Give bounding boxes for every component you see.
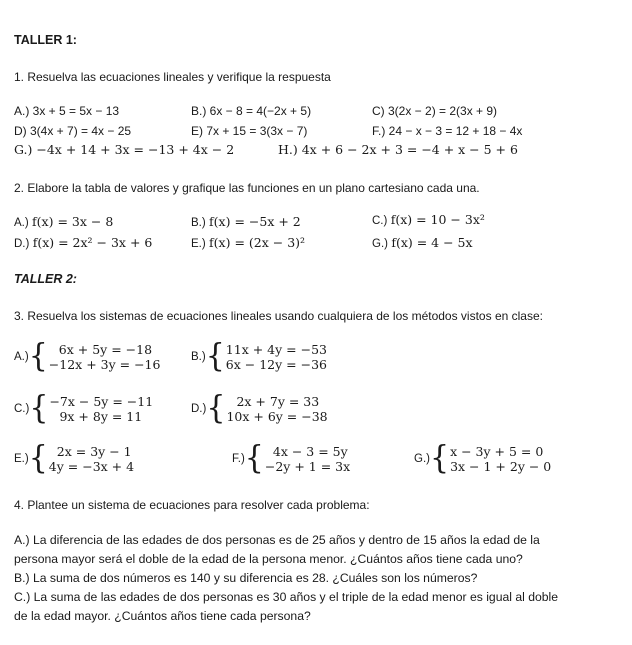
system-b-eq1: 11x + 4y = −53 bbox=[225, 342, 327, 357]
brace-icon: { bbox=[28, 440, 48, 477]
function-e-label: E.) bbox=[191, 238, 206, 250]
system-d-label: D.) bbox=[191, 403, 207, 415]
system-e-eq1: 2x = 3y − 1 bbox=[56, 444, 132, 459]
system-f bbox=[232, 440, 351, 477]
brace-icon: { bbox=[28, 338, 48, 375]
system-f-eq2: −2y + 1 = 3x bbox=[264, 459, 351, 474]
equation-a: A.) 3x + 5 = 5x − 13 bbox=[14, 104, 120, 118]
system-f-label: F.) bbox=[232, 453, 245, 465]
system-e-label: E.) bbox=[14, 453, 29, 465]
function-c-label: C.) bbox=[372, 215, 388, 227]
taller1-heading: TALLER 1: bbox=[14, 33, 77, 47]
question-2: 2. Elabore la tabla de valores y grafique las funciones en un plano cartesiano cada una. bbox=[14, 181, 480, 195]
equation-f: F.) 24 − x − 3 = 12 + 18 − 4x bbox=[372, 124, 523, 138]
system-c-eq2: 9x + 8y = 11 bbox=[59, 409, 143, 424]
system-a bbox=[14, 338, 161, 375]
function-g-expr: f(x) = 4 − 5x bbox=[391, 235, 473, 250]
equation-h: H.) 4x + 6 − 2x + 3 = −4 + x − 5 + 6 bbox=[278, 142, 518, 157]
equation-d: D) 3(4x + 7) = 4x − 25 bbox=[14, 124, 132, 138]
function-b bbox=[191, 214, 301, 229]
brace-icon: { bbox=[206, 390, 226, 427]
system-d-eq2: 10x + 6y = −38 bbox=[226, 409, 328, 424]
system-c-eq1: −7x − 5y = −11 bbox=[49, 394, 154, 409]
function-d-expr: f(x) = 2x² − 3x + 6 bbox=[32, 235, 153, 250]
equation-e: E) 7x + 15 = 3(3x − 7) bbox=[191, 124, 308, 138]
function-d bbox=[14, 235, 152, 250]
function-a-label: A.) bbox=[14, 217, 29, 229]
problem-line: de la edad mayor. ¿Cuántos años tiene cada persona? bbox=[14, 609, 311, 623]
problem-line: A.) La diferencia de las edades de dos personas es de 25 años y dentro de 15 años la edad de la bbox=[14, 533, 540, 547]
system-c bbox=[14, 390, 154, 427]
system-f-eq1: 4x − 3 = 5y bbox=[272, 444, 348, 459]
system-e-eq2: 4y = −3x + 4 bbox=[48, 459, 135, 474]
brace-icon: { bbox=[29, 390, 49, 427]
function-g-label: G.) bbox=[372, 238, 388, 250]
system-b-eq2: 6x − 12y = −36 bbox=[225, 357, 327, 372]
question-1: 1. Resuelva las ecuaciones lineales y verifique la respuesta bbox=[14, 70, 331, 84]
system-g-label: G.) bbox=[414, 453, 430, 465]
system-d bbox=[191, 390, 328, 427]
question-4: 4. Plantee un sistema de ecuaciones para resolver cada problema: bbox=[14, 498, 370, 512]
question-3: 3. Resuelva los sistemas de ecuaciones lineales usando cualquiera de los métodos vistos en clase: bbox=[14, 309, 543, 323]
function-e-expr: f(x) = (2x − 3)² bbox=[209, 235, 306, 250]
brace-icon: { bbox=[244, 440, 264, 477]
equation-c: C) 3(2x − 2) = 2(3x + 9) bbox=[372, 104, 498, 118]
function-g bbox=[372, 235, 473, 250]
system-b bbox=[191, 338, 327, 375]
equation-g: G.) −4x + 14 + 3x = −13 + 4x − 2 bbox=[14, 142, 235, 157]
system-a-label: A.) bbox=[14, 351, 29, 363]
system-a-eq1: 6x + 5y = −18 bbox=[58, 342, 153, 357]
function-b-expr: f(x) = −5x + 2 bbox=[209, 214, 301, 229]
function-e bbox=[191, 235, 305, 250]
system-g-eq1: x − 3y + 5 = 0 bbox=[450, 444, 544, 459]
function-c-expr: f(x) = 10 − 3x² bbox=[390, 212, 485, 227]
problem-line: C.) La suma de las edades de dos personas es 30 años y el triple de la edad menor es igual al doble bbox=[14, 590, 559, 604]
taller2-heading: TALLER 2: bbox=[14, 272, 77, 286]
problem-line: B.) La suma de dos números es 140 y su diferencia es 28. ¿Cuáles son los números? bbox=[14, 571, 478, 585]
system-g bbox=[414, 440, 552, 477]
function-a-expr: f(x) = 3x − 8 bbox=[32, 214, 114, 229]
system-d-eq1: 2x + 7y = 33 bbox=[236, 394, 320, 409]
equation-b: B.) 6x − 8 = 4(−2x + 5) bbox=[191, 104, 312, 118]
brace-icon: { bbox=[205, 338, 225, 375]
function-a bbox=[14, 214, 113, 229]
system-c-label: C.) bbox=[14, 403, 30, 415]
system-e bbox=[14, 440, 135, 477]
function-c bbox=[372, 212, 485, 227]
system-b-label: B.) bbox=[191, 351, 206, 363]
function-b-label: B.) bbox=[191, 217, 206, 229]
function-d-label: D.) bbox=[14, 238, 30, 250]
system-a-eq2: −12x + 3y = −16 bbox=[48, 357, 161, 372]
brace-icon: { bbox=[429, 440, 450, 477]
system-g-eq2: 3x − 1 + 2y − 0 bbox=[450, 459, 552, 474]
problem-line: persona mayor será el doble de la edad de la persona menor. ¿Cuántos años tiene cada uno? bbox=[14, 552, 523, 566]
